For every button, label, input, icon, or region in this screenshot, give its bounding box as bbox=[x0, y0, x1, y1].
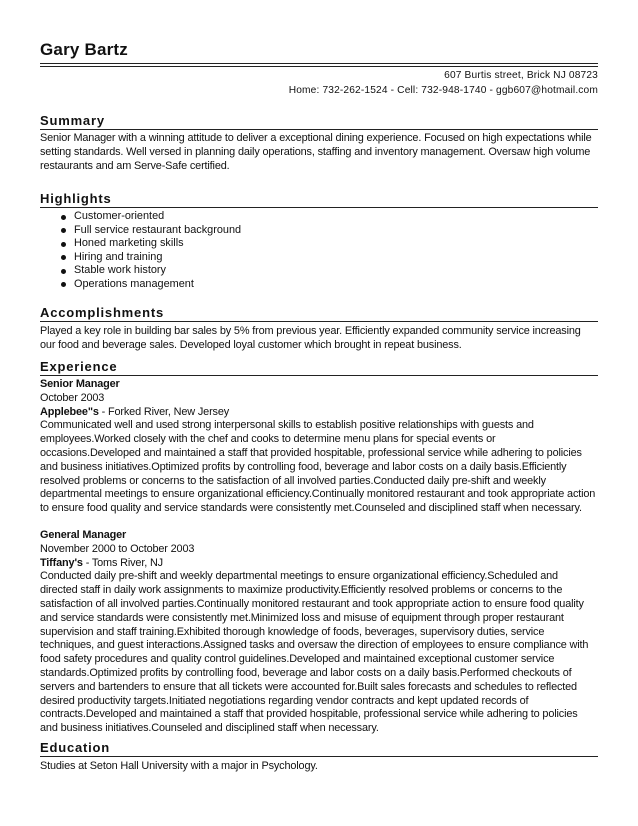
accomplishments-heading: Accomplishments bbox=[40, 305, 598, 322]
education-heading: Education bbox=[40, 740, 598, 757]
employer-location: - Forked River, New Jersey bbox=[98, 405, 230, 418]
address: 607 Burtis street, Brick NJ 08723 bbox=[444, 70, 598, 81]
employer-location: - Toms River, NJ bbox=[82, 556, 163, 569]
list-item: Honed marketing skills bbox=[40, 237, 598, 251]
job-employer-line bbox=[40, 406, 598, 420]
candidate-name: Gary Bartz bbox=[40, 40, 128, 59]
job-description: Communicated well and used strong interpersonal skills to establish positive relationships with guests and employees.Worked closely with the chef and cooks to determine menu plans for special events or occasions.Developed and maintained a staff that provided hospitable, professional service while adhering to policies and business initiatives.Optimized profits by controlling food, beverage and labor costs on a daily basis.Efficiently resolved problems or concerns to the satisfaction of all involved parties.Conducted daily pre-shift and weekly departmental meetings to ensure organizational efficiency.Continually monitored restaurant and took appropriate action to ensure food quality and service standards were consistently met.Counseled and disciplined staff when necessary. bbox=[40, 419, 596, 515]
job-dates: October 2003 bbox=[40, 391, 105, 404]
job-dates: November 2000 to October 2003 bbox=[40, 542, 195, 555]
education-text: Studies at Seton Hall University with a major in Psychology. bbox=[40, 760, 318, 772]
job-title: Senior Manager bbox=[40, 378, 120, 390]
highlights-heading: Highlights bbox=[40, 191, 598, 208]
job-employer-line bbox=[40, 557, 598, 571]
list-item: Operations management bbox=[40, 278, 598, 292]
phones-email: Home: 732-262-1524 - Cell: 732-948-1740 - ggb607@hotmail.com bbox=[288, 84, 598, 96]
header-divider bbox=[40, 63, 598, 67]
accomplishments-text: Played a key role in building bar sales by 5% from previous year. Efficiently expanded community service increasing our food and beverage sales. Developed loyal customer which brought in repeat business. bbox=[40, 325, 581, 351]
job-entry bbox=[40, 378, 598, 516]
list-item: Hiring and training bbox=[40, 251, 598, 265]
summary-heading: Summary bbox=[40, 113, 598, 130]
contact-block bbox=[289, 69, 598, 98]
list-item: Customer-oriented bbox=[40, 210, 598, 224]
employer-name: Tiffany's bbox=[40, 556, 83, 569]
list-item: Full service restaurant background bbox=[40, 224, 598, 238]
job-description: Conducted daily pre-shift and weekly departmental meetings to ensure organizational efficiency.Scheduled and directed staff in daily work assignments to maximize productivity.Efficiently resolved problems or concerns to the satisfaction of all involved parties.Continually monitored restaurant and took appropriate action to ensure food quality and service standards were consistently met.Minimized loss and misuse of equipment through proper restaurant supervision and staff training.Exhibited thorough knowledge of foods, beverages, supervisory duties, service techniques, and guest interactions.Assigned tasks and oversaw the direction of employees to ensure compliance with food safety procedures and quality control guidelines.Developed and maintained exceptional customer service standards.Optimized profits by controlling food, beverage and labor costs on a daily basis.Performed checkouts of servers and bartenders to ensure that all tickets were accounted for.Built sales forecasts and schedules to reflected desired productivity targets.Initiated negotiations regarding vendor contracts and kept updated records of contracts.Developed and maintained a staff that provided hospitable, professional service while adhering to policies and business initiatives.Counseled and disciplined staff when necessary. bbox=[40, 570, 589, 735]
list-item: Stable work history bbox=[40, 264, 598, 278]
experience-heading: Experience bbox=[40, 359, 598, 376]
job-entry bbox=[40, 529, 598, 736]
highlights-list bbox=[40, 210, 598, 292]
employer-name: Applebee"s bbox=[40, 405, 99, 418]
summary-text: Senior Manager with a winning attitude to deliver a exceptional dining experience. Focused on high expectations while setting standards. Well versed in planning daily operations, staffing and inventory management. Oversaw high volume restaurants and am Serve-Safe certified. bbox=[40, 132, 592, 172]
job-title: General Manager bbox=[40, 529, 127, 541]
